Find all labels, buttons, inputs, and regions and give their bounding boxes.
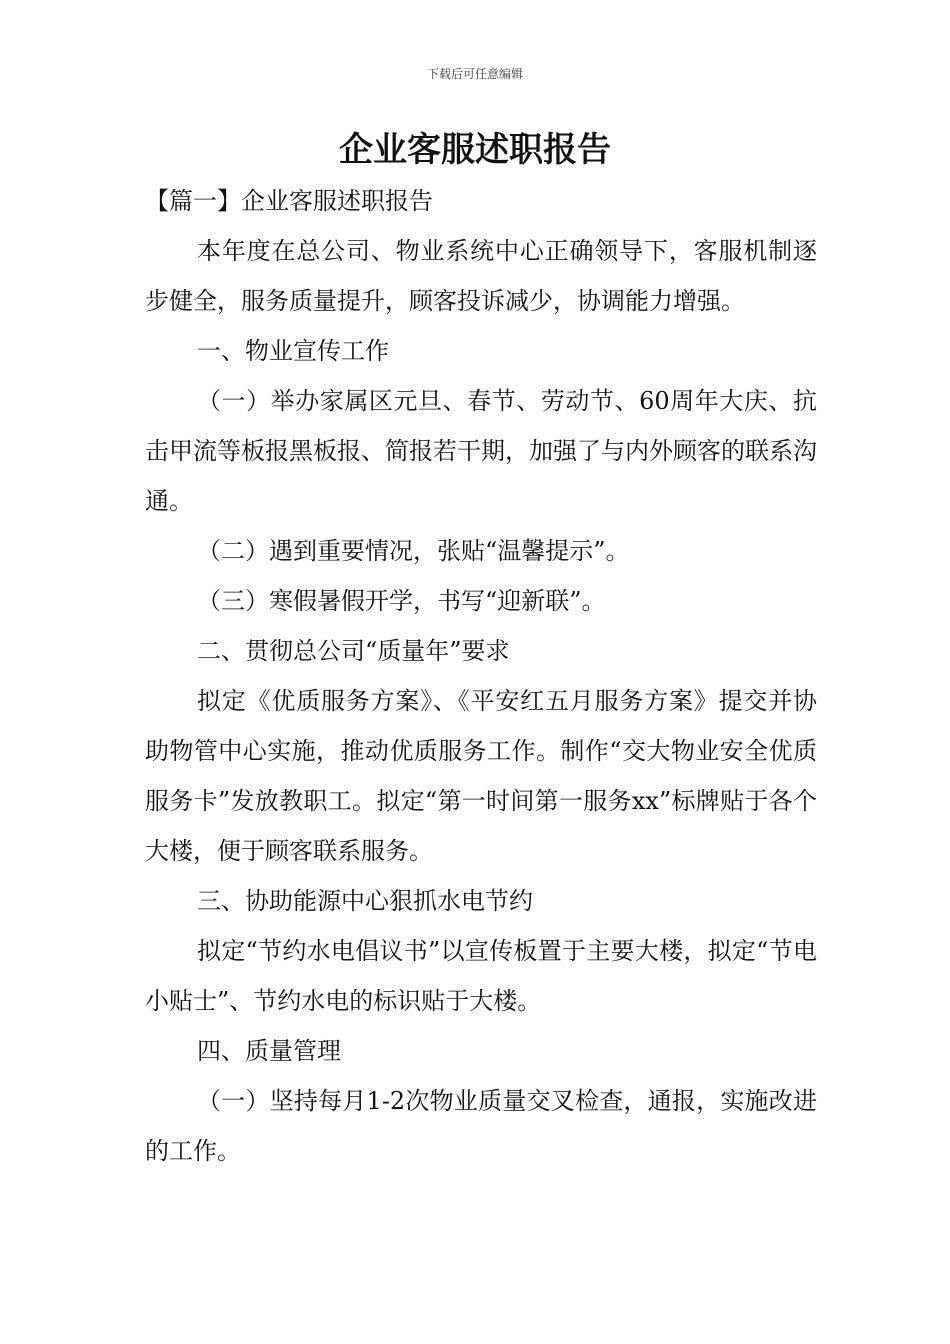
paragraph: （一）坚持每月1-2次物业质量交叉检查，通报，实施改进的工作。 bbox=[145, 1087, 817, 1165]
section-heading: 一、物业宣传工作 bbox=[197, 337, 389, 365]
paragraph: 本年度在总公司、物业系统中心正确领导下，客服机制逐步健全，服务质量提升，顾客投诉减少，协调能力增强。 bbox=[145, 237, 817, 315]
document-body bbox=[145, 176, 817, 1176]
section-heading: 二、贯彻总公司“质量年”要求 bbox=[197, 637, 510, 665]
document-title: 企业客服述职报告 bbox=[339, 130, 611, 170]
paragraph: （二）遇到重要情况，张贴“温馨提示”。 bbox=[197, 537, 630, 565]
section-heading: 四、质量管理 bbox=[197, 1037, 341, 1065]
paragraph: 拟定《优质服务方案》、《平安红五月服务方案》提交并协助物管中心实施，推动优质服务工作。制作“交大物业安全优质服务卡”发放教职工。拟定“第一时间第一服务xx”标牌贴于各个大楼，便于顾客联系服务。 bbox=[145, 687, 817, 865]
section-heading: 【篇一】企业客服述职报告 bbox=[145, 187, 433, 215]
section-heading: 三、协助能源中心狠抓水电节约 bbox=[197, 887, 533, 915]
paragraph: （一）举办家属区元旦、春节、劳动节、60周年大庆、抗击甲流等板报黑板报、简报若干期，加强了与内外顾客的联系沟通。 bbox=[145, 387, 817, 515]
paragraph: 拟定“节约水电倡议书”以宣传板置于主要大楼，拟定“节电小贴士”、节约水电的标识贴于大楼。 bbox=[145, 937, 817, 1015]
header-note: 下载后可任意编辑 bbox=[426, 67, 523, 81]
paragraph: （三）寒假暑假开学，书写“迎新联”。 bbox=[197, 587, 606, 615]
